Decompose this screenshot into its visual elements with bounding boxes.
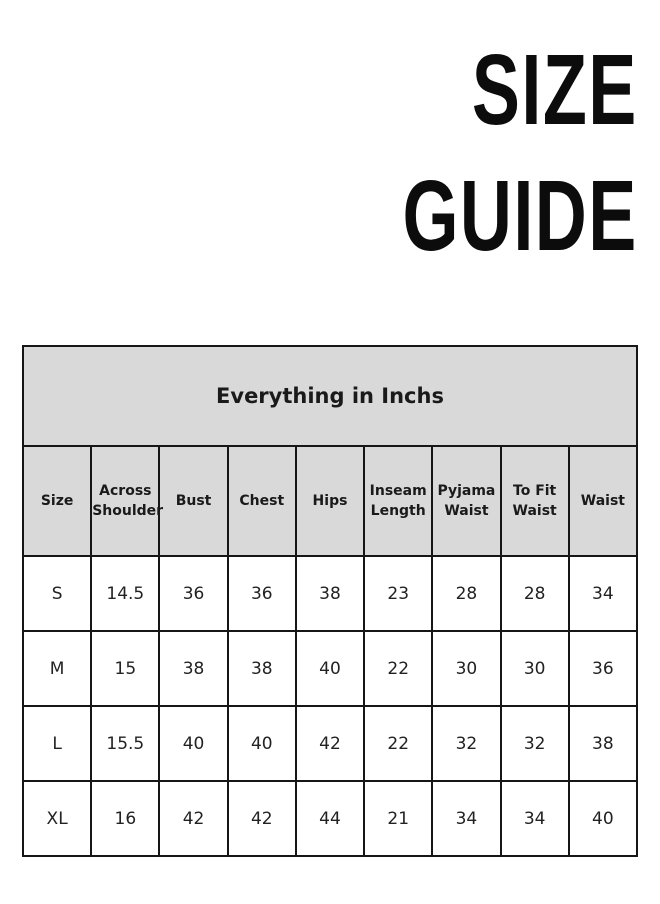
header-hips: Hips	[296, 446, 364, 556]
table-row	[23, 631, 637, 706]
cell-size: L	[23, 706, 91, 781]
cell-hips: 42	[296, 706, 364, 781]
cell-inseam-length: 22	[364, 631, 432, 706]
header-size: Size	[23, 446, 91, 556]
table-caption: Everything in Inchs	[23, 346, 637, 446]
table-row	[23, 556, 637, 631]
cell-hips: 40	[296, 631, 364, 706]
cell-bust: 40	[159, 706, 227, 781]
cell-to-fit-waist: 34	[501, 781, 569, 856]
cell-inseam-length: 23	[364, 556, 432, 631]
cell-pyjama-waist: 30	[432, 631, 500, 706]
title-line-size: SIZE	[472, 34, 638, 146]
cell-waist: 40	[569, 781, 637, 856]
size-guide-title	[311, 34, 638, 272]
cell-waist: 36	[569, 631, 637, 706]
cell-to-fit-waist: 30	[501, 631, 569, 706]
header-pyjama-waist: Pyjama Waist	[432, 446, 500, 556]
cell-bust: 42	[159, 781, 227, 856]
cell-bust: 38	[159, 631, 227, 706]
cell-across-shoulder: 15	[91, 631, 159, 706]
cell-waist: 34	[569, 556, 637, 631]
cell-inseam-length: 22	[364, 706, 432, 781]
header-across-shoulder: Across Shoulder	[91, 446, 159, 556]
cell-waist: 38	[569, 706, 637, 781]
cell-pyjama-waist: 34	[432, 781, 500, 856]
cell-across-shoulder: 16	[91, 781, 159, 856]
header-row	[23, 446, 637, 556]
cell-chest: 42	[228, 781, 296, 856]
table-row	[23, 706, 637, 781]
header-inseam-length: Inseam Length	[364, 446, 432, 556]
cell-chest: 40	[228, 706, 296, 781]
size-chart-table	[22, 345, 638, 857]
header-bust: Bust	[159, 446, 227, 556]
cell-size: S	[23, 556, 91, 631]
cell-chest: 38	[228, 631, 296, 706]
cell-bust: 36	[159, 556, 227, 631]
cell-pyjama-waist: 28	[432, 556, 500, 631]
header-waist: Waist	[569, 446, 637, 556]
cell-inseam-length: 21	[364, 781, 432, 856]
cell-hips: 44	[296, 781, 364, 856]
cell-to-fit-waist: 28	[501, 556, 569, 631]
cell-pyjama-waist: 32	[432, 706, 500, 781]
header-chest: Chest	[228, 446, 296, 556]
header-to-fit-waist: To Fit Waist	[501, 446, 569, 556]
title-line-guide: GUIDE	[402, 160, 638, 272]
table-row	[23, 781, 637, 856]
cell-across-shoulder: 14.5	[91, 556, 159, 631]
caption-row	[23, 346, 637, 446]
cell-chest: 36	[228, 556, 296, 631]
cell-to-fit-waist: 32	[501, 706, 569, 781]
cell-size: M	[23, 631, 91, 706]
cell-across-shoulder: 15.5	[91, 706, 159, 781]
cell-hips: 38	[296, 556, 364, 631]
cell-size: XL	[23, 781, 91, 856]
